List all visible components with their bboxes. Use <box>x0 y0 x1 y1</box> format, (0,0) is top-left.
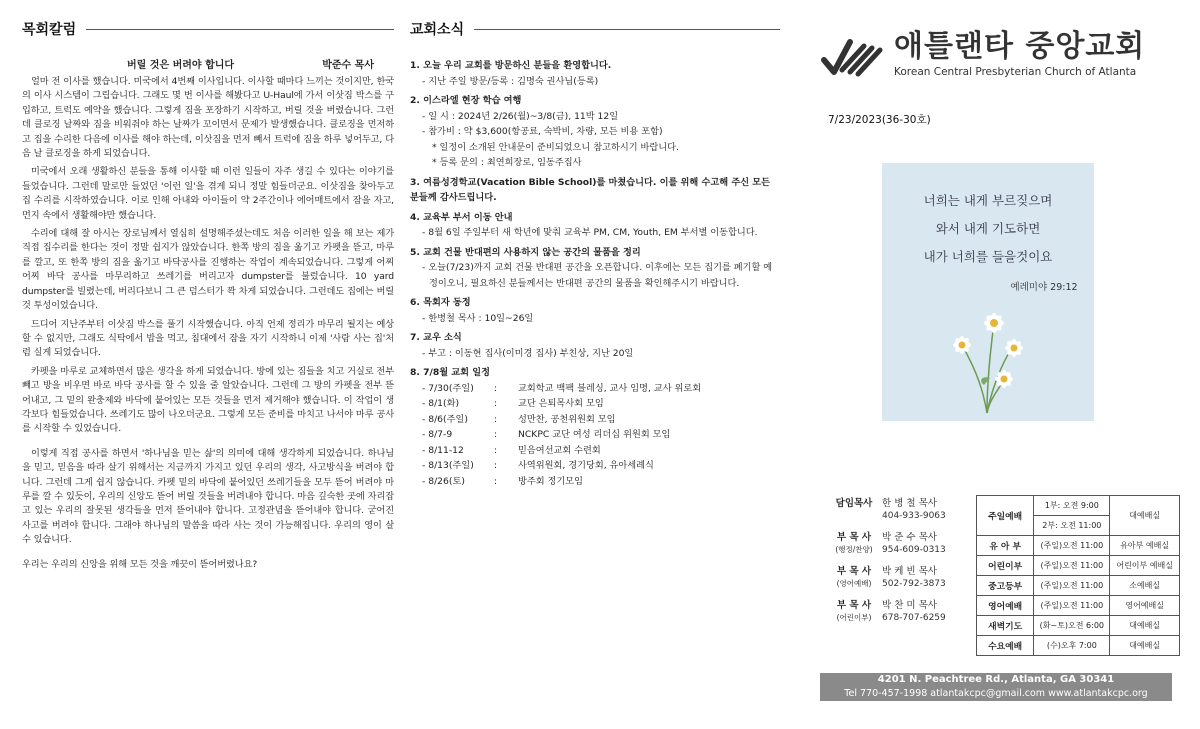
paragraph: 카펫을 마루로 교체하면서 많은 생각을 하게 되었습니다. 방에 있는 짐들을 치고 거실로 전부 빼고 방을 비우면 바로 바닥 공사를 할 수 있을 줄 알았습니다. 그런데 그 방의 카펫을 전부 뜯어내고, 그 밑의 완충제와 바닥에 붙어있는 모든 것들을 먼저 제거해야 했습니다. 이 작업이 생각보다 힘들었습니다. 쓰레기도 많이 나오더군요. 그렇게 모든 준비를 마치고 나서야 마루 공사를 시작할 수 있었습니다. <box>22 365 394 435</box>
staff-member: 담임목사 한 병 철 목사 404-933-9063 <box>835 498 946 521</box>
news-item-title: 2. 이스라엘 현장 학습 여행 <box>410 95 522 106</box>
paragraph: 얼마 전 이사를 했습니다. 미국에서 4번째 이사입니다. 이사할 때마다 느끼는 것이지만, 한국의 이사 시스템이 그립습니다. 그래도 몇 번 이사를 해봤다고 U-Haul에 가서 이삿짐 박스를 구입하고, 트럭도 예약을 했습니다. 그렇게 짐을 포장하기 시작하고, 버릴 것을 버렸습니다. 그런데 클로징 날짜와 짐을 비워줘야 하는 날짜가 꼬이면서 문제가 발생했습니다. 클로징을 먼저하고 집을 수리한 다음에 이사를 해야 하는데, 이삿짐을 먼저 빼서 트럭에 짐을 하루 넣어두고, 다음 날 클로징을 하게 되었습니다. <box>22 76 394 160</box>
church-news <box>410 0 780 489</box>
verse-line: 내가 너희를 들을것이요 <box>923 249 1053 264</box>
table-row: 중고등부 (주일)오전 11:00 소예배실 <box>977 576 1180 596</box>
church-logo <box>820 30 1180 82</box>
news-heading: 교회소식 <box>410 14 780 44</box>
news-item-note: * 등록 문의 : 최연희장로, 임동주집사 <box>432 157 582 168</box>
news-list <box>410 58 780 489</box>
news-item-detail: - 참가비 : 약 $3,600(항공료, 숙박비, 차량, 모든 비용 포함) <box>422 126 663 137</box>
worship-schedule-table <box>976 495 1180 656</box>
schedule-row: - 8/11-12 : 믿음여선교회 수련회 <box>422 444 601 456</box>
paragraph: 수리에 대해 잘 아시는 장로님께서 열심히 설명해주셨는데도 처음 이러한 일을 해 보는 제가 직접 집수리를 한다는 것이 정말 쉽지가 않았습니다. 한쪽 방의 짐을 옮기고 카펫을 뜯고, 마루를 깔고, 또 한쪽 방의 짐을 옮기고 바닥공사를 진행하는 작업이 계속되었습니다. 그렇게 어찌어찌 바닥 공사를 마무리하고 쓰레기를 버리고자 dumpster를 불렀습니다. 10 yard dumpster를 빌렸는데, 버리다보니 그 큰 덤스터가 꽉 차게 되었습니다. 그런데도 집에는 버릴 것 투성이었습니다. <box>22 228 394 312</box>
table-row: 영어예배 (주일)오전 11:00 영어예배실 <box>977 596 1180 616</box>
news-item-detail: - 일 시 : 2024년 2/26(월)~3/8(금), 11박 12일 <box>422 110 619 122</box>
column-title: 버릴 것은 버려야 합니다 <box>127 60 235 71</box>
table-row: 유 아 부 (주일)오전 11:00 유아부 예배실 <box>977 536 1180 556</box>
verse-reference: 예레미야 29:12 <box>1010 282 1078 293</box>
table-row: 어린이부 (주일)오전 11:00 어린이부 예배실 <box>977 556 1180 576</box>
church-contact: Tel 770-457-1998 atlantakcpc@gmail.com www.atlantakcpc.org <box>844 688 1148 699</box>
news-item-detail: - 8월 6일 주일부터 새 학년에 맞춰 교육부 PM, CM, Youth, EM 부서별 이동합니다. <box>422 227 758 238</box>
staff-member: 부 목 사 (영어예배) 박 케 빈 목사 502-792-3873 <box>836 566 946 589</box>
verse-line: 너희는 내게 부르짖으며 <box>923 193 1053 208</box>
issue-date: 7/23/2023(36-30호) <box>828 114 931 126</box>
news-item-title: 7. 교우 소식 <box>410 332 462 343</box>
column-author: 박준수 목사 <box>322 60 374 71</box>
news-item-title: 6. 목회자 동정 <box>410 297 471 308</box>
news-item-detail: - 지난 주일 방문/등록 : 김명숙 권사님(등록) <box>422 75 599 87</box>
news-item-title: 8. 7/8월 교회 일정 <box>410 367 490 378</box>
table-row: 수요예배 (수)오후 7:00 대예배실 <box>977 636 1180 656</box>
schedule-list <box>422 381 780 490</box>
paragraph: 드디어 지난주부터 이삿짐 박스를 풀기 시작했습니다. 아직 언제 정리가 마무리 될지는 예상할 수 없지만, 그래도 식탁에서 밥을 먹고, 침대에서 잠을 자기 시작하니 이제 '사람 사는 집'처럼 실게 되었습니다. <box>22 318 394 359</box>
news-item-title: 4. 교육부 부서 이동 안내 <box>410 211 513 223</box>
schedule-row: - 8/7-9 : NCKPC 교단 여성 리더십 위원회 모임 <box>422 429 671 440</box>
pastor-column <box>22 0 394 576</box>
paragraph-closing: 우리는 우리의 신앙을 위해 모든 것을 깨끗이 뜯어버렸나요? <box>22 558 258 570</box>
church-logo-icon <box>820 30 888 82</box>
news-item-title: 3. 여름성경학교(Vacation Bible School)를 마쳤습니다. 이를 위해 수고해 주신 모든 분들께 감사드립니다. <box>410 176 771 203</box>
schedule-row: - 8/1(화) : 교단 은퇴목사회 모임 <box>422 398 604 409</box>
paragraph: 이렇게 직접 공사를 하면서 '하나님을 믿는 삶'의 의미에 대해 생각하게 되었습니다. 하나님을 믿고, 믿음을 따라 살기 위해서는 지금까지 가지고 있던 우리의 생각, 사고방식을 버려야 합니다. 그런데 그게 쉽지 않습니다. 카펫 밑의 바닥에 붙어있던 쓰레기들을 모두 뜯어 버려야 마루를 깔 수 있듯이, 우리의 신앙도 뜯어 버릴 것들을 버려내야 합니다. 마음 깊숙한 곳에 자리잡고 있는 우리의 잘못된 생각들을 먼저 뜯어내야 합니다. 고정관념을 뜯어내야 합니다. 굳어진 사고를 버려야 합니다. 그래야 하나님의 말씀을 따라 사는 것이 가능해집니다. 우리의 영이 살 수 있습니다. <box>22 447 394 546</box>
schedule-row: - 7/30(주일) : 교회학교 백팩 블레싱, 교사 임명, 교사 위로회 <box>422 382 702 394</box>
news-item-detail: - 오늘(7/23)까지 교회 건물 반대편 공간을 오픈합니다. 이후에는 모든 집기를 폐기할 예정이오니, 필요하신 분들께서는 반대편 공간의 물품을 확인해주시기 바랍니다. <box>422 262 773 289</box>
table-row: 주일예배 1부: 오전 9:00 대예배실 <box>977 496 1180 516</box>
address-bar <box>820 673 1172 701</box>
paragraph: 미국에서 오래 생활하신 분들을 통해 이사할 때 이런 일들이 자주 생길 수 있다는 이야기를 들었습니다. 그런데 말로만 들었던 '이런 일'을 겪게 되니 정말 힘들더군요. 이삿짐을 찾아두고 집 수리를 시작하였습니다. 이로 인해 아내와 아이들이 약 2주간이나 에어매트에서 잠을 자고, 먼지 속에서 생활해야만 했습니다. <box>22 166 394 221</box>
table-row: 2부: 오전 11:00 <box>977 516 1180 536</box>
staff-member: 부 목 사 (행정/찬양) 박 준 수 목사 954-609-0313 <box>835 532 946 555</box>
church-info <box>820 0 1180 729</box>
church-name-english: Korean Central Presbyterian Church of Atlanta <box>894 66 1137 78</box>
column-heading: 목회칼럼 <box>22 14 394 44</box>
verse-card <box>882 163 1094 421</box>
news-item-detail: - 한병철 목사 : 10일~26일 <box>422 312 534 324</box>
column-subtitle <box>22 56 394 71</box>
verse-line: 와서 내게 기도하면 <box>935 221 1041 236</box>
schedule-row: - 8/13(주일) : 사역위원회, 경기당회, 유아세례식 <box>422 460 654 471</box>
staff-list <box>826 498 976 634</box>
daisy-flowers-illustration <box>932 303 1042 415</box>
news-item-detail: - 부고 : 이동현 집사(이미경 집사) 부친상, 지난 20일 <box>422 347 634 359</box>
table-row: 새벽기도 (화~토)오전 6:00 대예배실 <box>977 616 1180 636</box>
schedule-row: - 8/6(주일) : 성만찬, 공천위원회 모임 <box>422 413 616 425</box>
church-address: 4201 N. Peachtree Rd., Atlanta, GA 30341 <box>877 674 1115 685</box>
news-item-title: 5. 교회 건물 반대편의 사용하지 않는 공간의 물품을 정리 <box>410 246 641 258</box>
schedule-row: - 8/26(토) : 방주회 정기모임 <box>422 475 584 487</box>
news-item-title: 1. 오늘 우리 교회를 방문하신 분들을 환영합니다. <box>410 60 612 71</box>
church-name-korean: 애틀랜타 중앙교회 <box>894 29 1146 64</box>
news-item-note: * 일정이 소개된 안내문이 준비되었으니 참고하시기 바랍니다. <box>432 141 679 153</box>
column-body <box>22 75 394 572</box>
staff-member: 부 목 사 (어린이부) 박 찬 미 목사 678-707-6259 <box>836 600 946 623</box>
